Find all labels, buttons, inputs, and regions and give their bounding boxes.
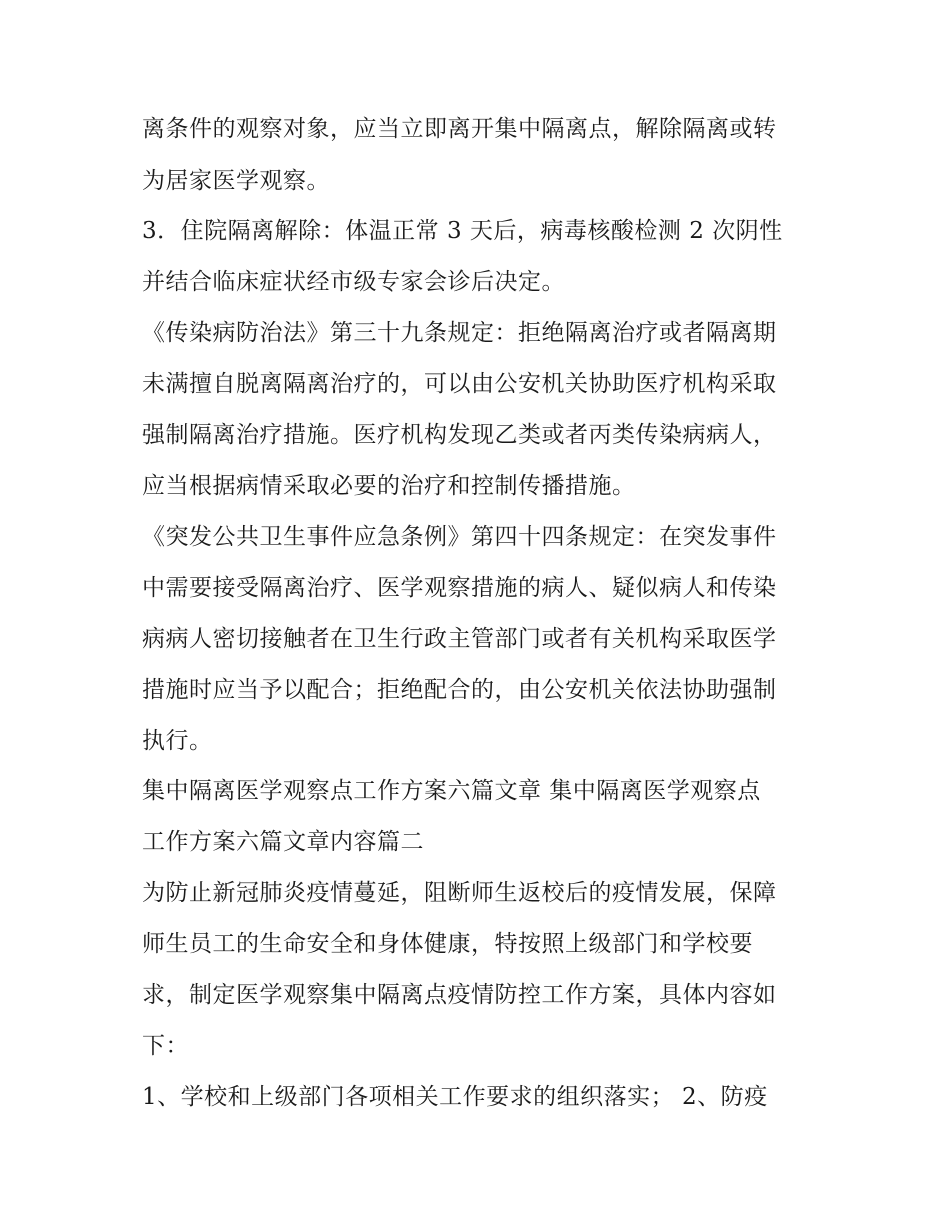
text-line: 强制隔离治疗措施。医疗机构发现乙类或者丙类传染病病人，: [142, 422, 777, 448]
text-line: 集中隔离医学观察点工作方案六篇文章 集中隔离医学观察点: [142, 778, 761, 804]
text-line: 工作方案六篇文章内容篇二: [142, 829, 424, 855]
text-line: 1、学校和上级部门各项相关工作要求的组织落实； 2、防疫: [142, 1084, 768, 1110]
text-line: 为居家医学观察。: [142, 168, 330, 194]
text-line: 措施时应当予以配合；拒绝配合的，由公安机关依法协助强制: [142, 677, 777, 703]
text-line: 中需要接受隔离治疗、医学观察措施的病人、疑似病人和传染: [142, 575, 777, 601]
text-line: 并结合临床症状经市级专家会诊后决定。: [142, 269, 565, 295]
text-line: 师生员工的生命安全和身体健康，特按照上级部门和学校要: [142, 931, 753, 957]
text-line: 应当根据病情采取必要的治疗和控制传播措施。: [142, 473, 636, 499]
text-line: 病病人密切接触者在卫生行政主管部门或者有关机构采取医学: [142, 626, 777, 652]
text-line: 3．住院隔离解除：体温正常 3 天后，病毒核酸检测 2 次阴性: [142, 218, 783, 244]
text-line: 《传染病防治法》第三十九条规定：拒绝隔离治疗或者隔离期: [142, 320, 777, 346]
text-line: 为防止新冠肺炎疫情蔓延，阻断师生返校后的疫情发展，保障: [142, 880, 777, 906]
text-line: 求，制定医学观察集中隔离点疫情防控工作方案，具体内容如: [142, 982, 777, 1008]
text-line: 《突发公共卫生事件应急条例》第四十四条规定：在突发事件: [142, 524, 777, 550]
text-line: 执行。: [142, 728, 213, 754]
text-line: 离条件的观察对象，应当立即离开集中隔离点，解除隔离或转: [142, 116, 777, 142]
text-line: 未满擅自脱离隔离治疗的，可以由公安机关协助医疗机构采取: [142, 371, 777, 397]
text-line: 下：: [142, 1033, 189, 1059]
